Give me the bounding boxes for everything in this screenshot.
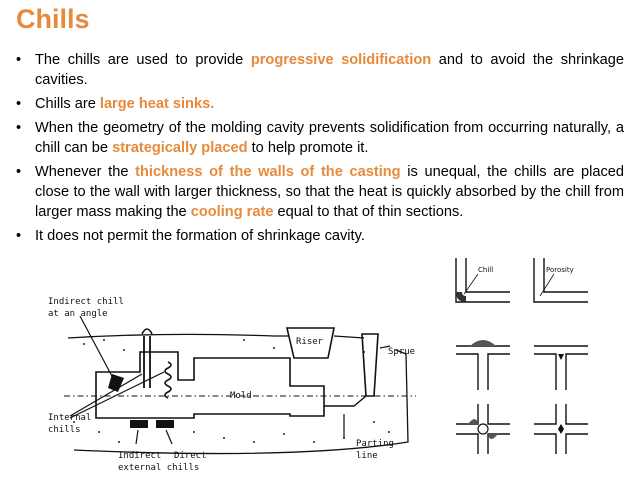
label-mold: Mold — [230, 391, 252, 401]
bullet-item: • Chills are large heat sinks. — [16, 94, 624, 114]
label-parting: Parting — [356, 439, 394, 449]
label-riser: Riser — [296, 337, 324, 347]
label-external-chills: external chills — [118, 463, 200, 473]
bullet-item: • The chills are used to provide progressive solidification and to avoid the shrinkage cavities. — [16, 50, 624, 90]
label-porosity: Porosity — [546, 266, 574, 274]
label-sprue: Sprue — [388, 347, 416, 357]
bullet-item: • Whenever the thickness of the walls of the casting is unequal, the chills are placed close to the wall with larger thickness, so that the heat is quickly absorbed by the chill from larger mass making the cooling rate equal to that of thin sections. — [16, 162, 624, 222]
label-indirect-chill: Indirect chill — [48, 297, 124, 307]
label-internal: Internal — [48, 413, 92, 423]
label-chill: Chill — [478, 266, 494, 274]
label-indirect: Indirect — [118, 451, 162, 461]
bullet-list — [16, 50, 624, 250]
bullet-item: • When the geometry of the molding cavity prevents solidification from occurring naturally, a chill can be strategically placed to help promote it. — [16, 118, 624, 158]
casting-chills-diagram — [44, 292, 434, 476]
slide-title: Chills — [16, 4, 90, 34]
label-chills: chills — [48, 425, 81, 435]
label-at-an-angle: at an angle — [48, 309, 108, 319]
bullet-item: • It does not permit the formation of shrinkage cavity. — [16, 226, 624, 246]
joint-chill-diagrams — [448, 254, 628, 458]
label-direct: Direct — [174, 451, 207, 461]
label-line: line — [356, 451, 378, 461]
